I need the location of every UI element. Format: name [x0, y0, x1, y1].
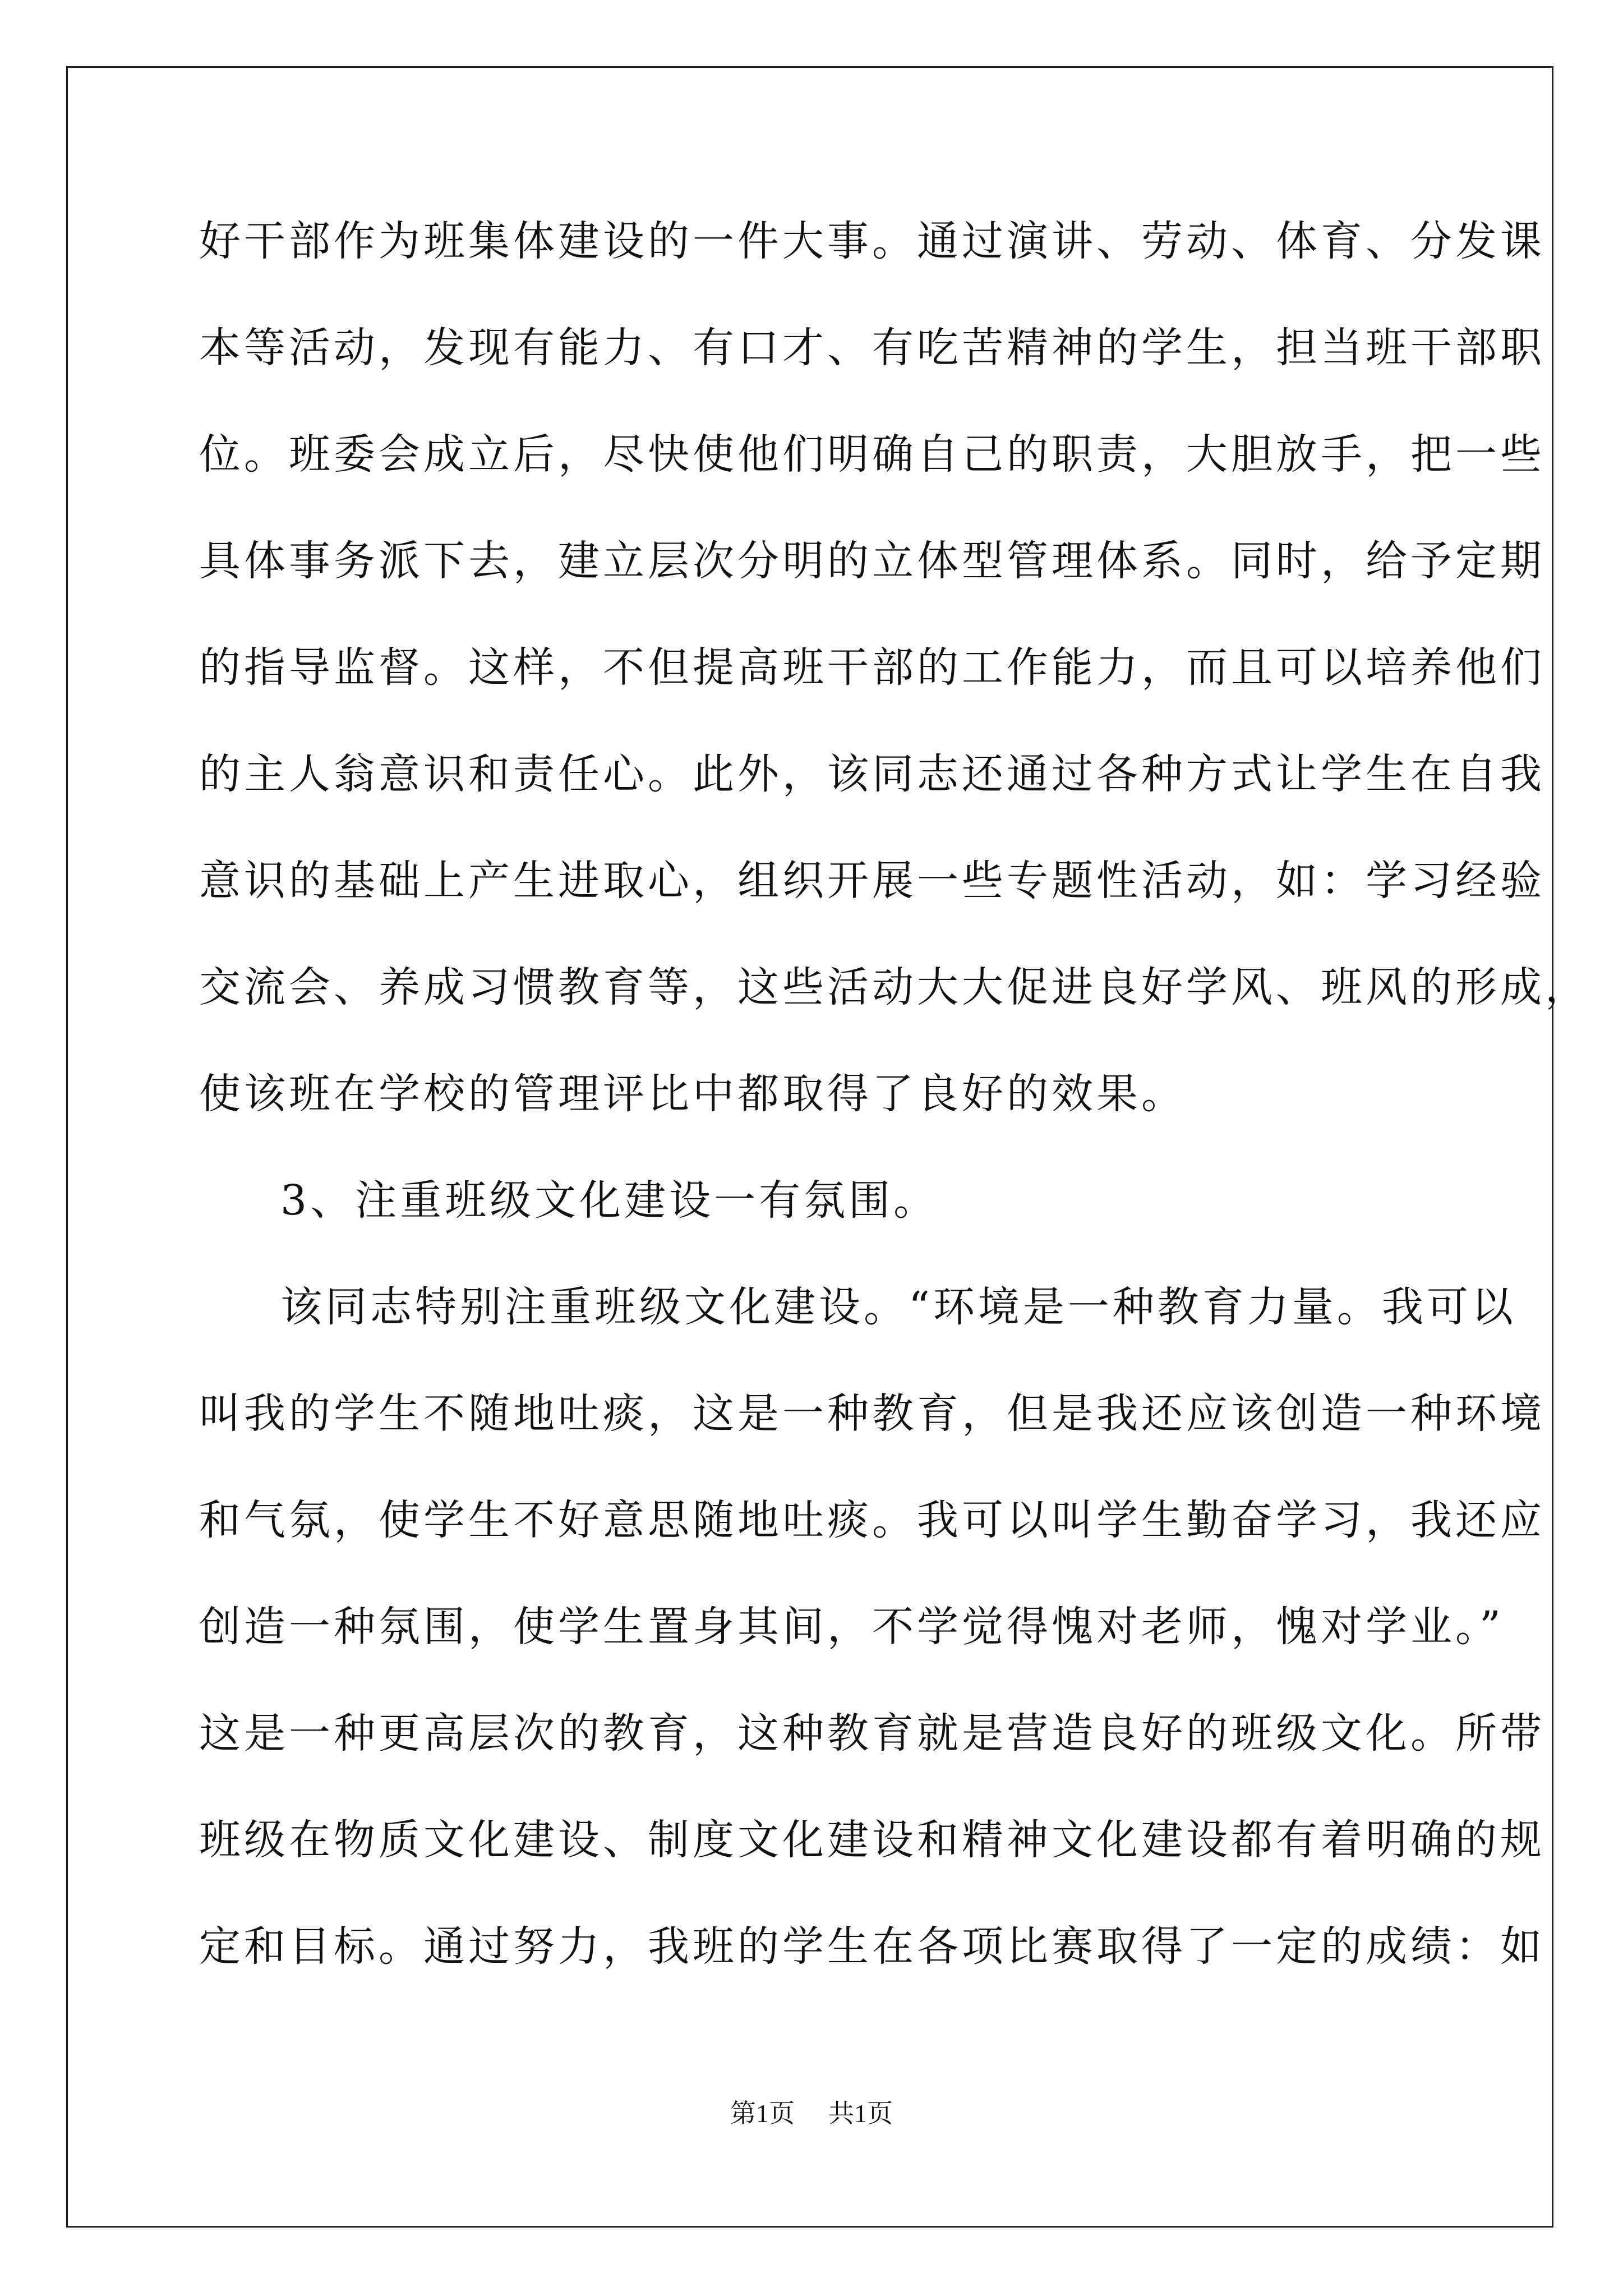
- paragraph-line: 意识的基础上产生进取心，组织开展一些专题性活动，如：学习经验: [199, 857, 1545, 905]
- page-total: 共1页: [828, 2099, 893, 2128]
- paragraph-line: 定和目标。通过努力，我班的学生在各项比赛取得了一定的成绩：如: [199, 1922, 1545, 1971]
- paragraph-line: 位。班委会成立后，尽快使他们明确自己的职责，大胆放手，把一些: [199, 430, 1545, 478]
- paragraph-line: 创造一种氛围，使学生置身其间，不学觉得愧对老师，愧对学业。”: [199, 1603, 1504, 1651]
- page-number: 第1页: [730, 2099, 795, 2128]
- page-footer: [0, 2097, 1623, 2131]
- paragraph-line: 具体事务派下去，建立层次分明的立体型管理体系。同时，给予定期: [199, 537, 1545, 585]
- paragraph-line: 使该班在学校的管理评比中都取得了良好的效果。: [199, 1070, 1186, 1118]
- paragraph-line: 的指导监督。这样，不但提高班干部的工作能力，而且可以培养他们: [199, 643, 1545, 692]
- paragraph-line: 该同志特别注重班级文化建设。“环境是一种教育力量。我可以: [280, 1283, 1516, 1331]
- paragraph-line: 好干部作为班集体建设的一件大事。通过演讲、劳动、体育、分发课: [199, 217, 1545, 265]
- paragraph-line: 这是一种更高层次的教育，这种教育就是营造良好的班级文化。所带: [199, 1709, 1545, 1757]
- section-heading: 3、注重班级文化建设一有氛围。: [280, 1176, 939, 1225]
- paragraph-line: 和气氛，使学生不好意思随地吐痰。我可以叫学生勤奋学习，我还应: [199, 1496, 1545, 1544]
- paragraph-line: 的主人翁意识和责任心。此外，该同志还通过各种方式让学生在自我: [199, 750, 1545, 798]
- paragraph-line: 本等活动，发现有能力、有口才、有吃苦精神的学生，担当班干部职: [199, 324, 1545, 372]
- page-border: [66, 66, 1553, 2228]
- paragraph-line: 叫我的学生不随地吐痰，这是一种教育，但是我还应该创造一种环境: [199, 1389, 1545, 1438]
- paragraph-line: 交流会、养成习惯教育等，这些活动大大促进良好学风、班风的形成，: [199, 963, 1590, 1011]
- paragraph-line: 班级在物质文化建设、制度文化建设和精神文化建设都有着明确的规: [199, 1816, 1545, 1864]
